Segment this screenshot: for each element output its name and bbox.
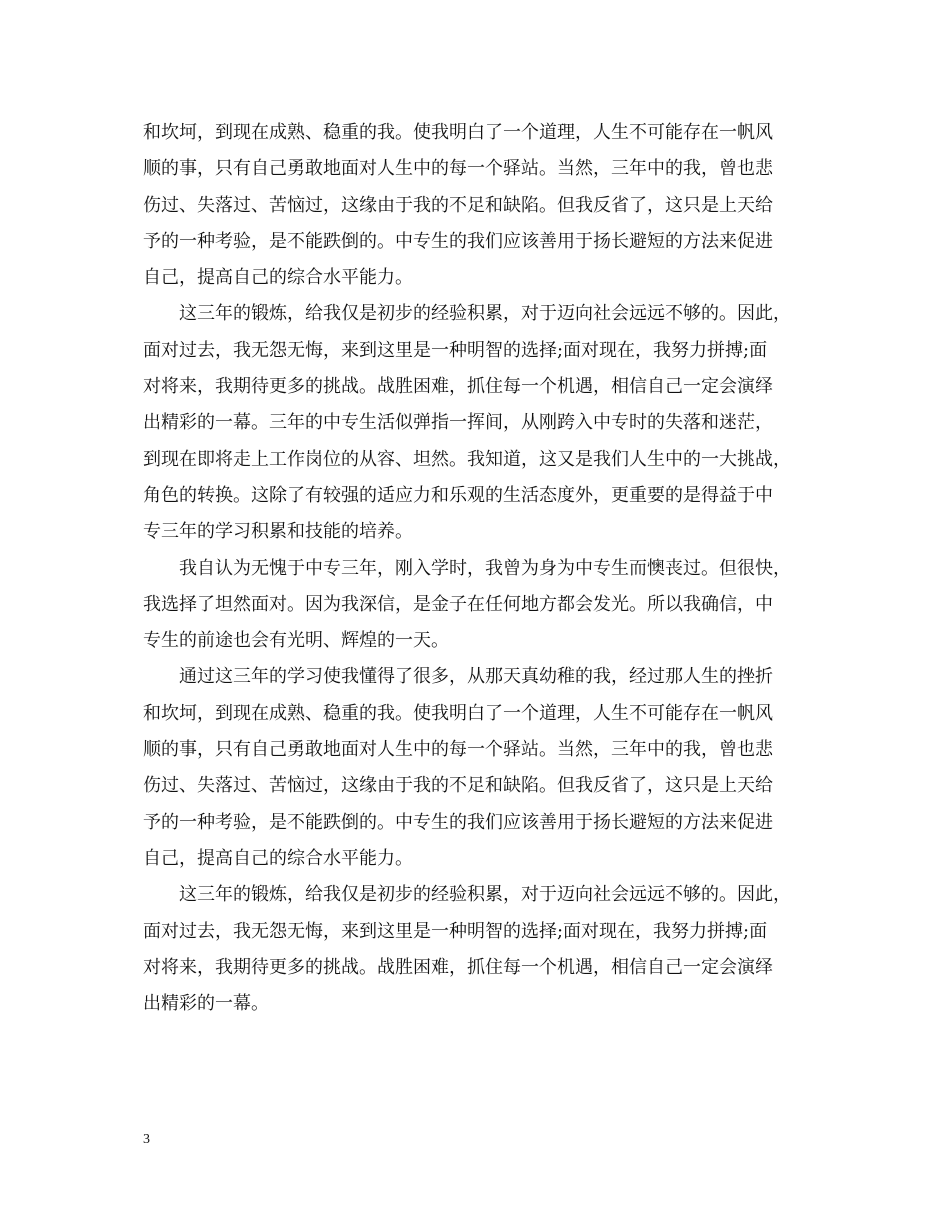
text-line: 我选择了坦然面对。因为我深信，是金子在任何地方都会发光。所以我确信，中	[143, 593, 773, 615]
page-number: 3	[143, 1132, 150, 1147]
text-line: 自己，提高自己的综合水平能力。	[143, 267, 413, 289]
text-line: 对将来，我期待更多的挑战。战胜困难，抓住每一个机遇，相信自己一定会演绎	[143, 956, 773, 978]
text-line: 予的一种考验，是不能跌倒的。中专生的我们应该善用于扬长避短的方法来促进	[143, 230, 773, 252]
text-line: 出精彩的一幕。	[143, 993, 269, 1015]
text-line: 角色的转换。这除了有较强的适应力和乐观的生活态度外，更重要的是得益于中	[143, 484, 773, 506]
text-line: 和坎坷，到现在成熟、稳重的我。使我明白了一个道理，人生不可能存在一帆风	[143, 122, 773, 143]
document-body	[143, 115, 827, 1022]
paragraph-first-line: 这三年的锻炼，给我仅是初步的经验积累，对于迈向社会远远不够的。因此，	[179, 303, 791, 325]
text-line: 予的一种考验，是不能跌倒的。中专生的我们应该善用于扬长避短的方法来促进	[143, 811, 773, 833]
text-line: 对将来，我期待更多的挑战。战胜困难，抓住每一个机遇，相信自己一定会演绎	[143, 376, 773, 398]
text-line: 专生的前途也会有光明、辉煌的一天。	[143, 630, 449, 652]
text-line: 专三年的学习积累和技能的培养。	[143, 521, 413, 543]
text-line: 伤过、失落过、苦恼过，这缘由于我的不足和缺陷。但我反省了，这只是上天给	[143, 194, 773, 216]
paragraph-first-line: 我自认为无愧于中专三年，刚入学时，我曾为身为中专生而懊丧过。但很快，	[179, 557, 791, 579]
text-line: 到现在即将走上工作岗位的从容、坦然。我知道，这又是我们人生中的一大挑战，	[143, 448, 791, 470]
paragraph-first-line: 这三年的锻炼，给我仅是初步的经验积累，对于迈向社会远远不够的。因此，	[179, 884, 791, 906]
text-line: 顺的事，只有自己勇敢地面对人生中的每一个驿站。当然，三年中的我，曾也悲	[143, 739, 773, 761]
text-line: 顺的事，只有自己勇敢地面对人生中的每一个驿站。当然，三年中的我，曾也悲	[143, 158, 773, 180]
text-line: 面对过去，我无怨无悔，来到这里是一种明智的选择;面对现在，我努力拼搏;面	[143, 339, 768, 361]
text-line: 面对过去，我无怨无悔，来到这里是一种明智的选择;面对现在，我努力拼搏;面	[143, 920, 768, 942]
text-line: 和坎坷，到现在成熟、稳重的我。使我明白了一个道理，人生不可能存在一帆风	[143, 702, 773, 724]
paragraph-first-line: 通过这三年的学习使我懂得了很多，从那天真幼稚的我，经过那人生的挫折	[179, 666, 773, 688]
text-line: 自己，提高自己的综合水平能力。	[143, 847, 413, 869]
text-line: 伤过、失落过、苦恼过，这缘由于我的不足和缺陷。但我反省了，这只是上天给	[143, 775, 773, 797]
text-line: 出精彩的一幕。三年的中专生活似弹指一挥间，从刚跨入中专时的失落和迷茫，	[143, 412, 773, 434]
